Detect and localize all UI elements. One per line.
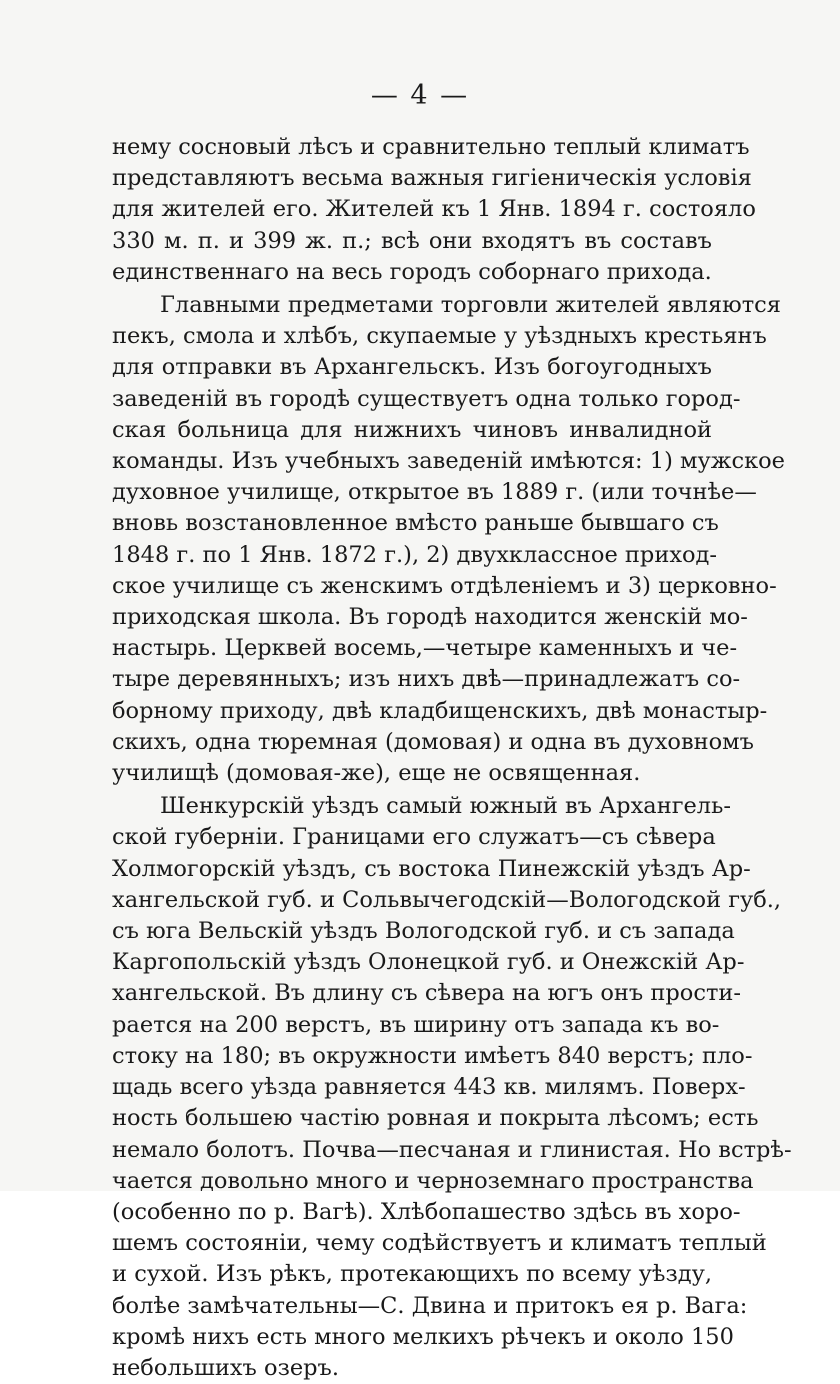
text-line: представляютъ весьма важныя гигіеническія условія (112, 165, 752, 192)
text-line: единственнаго на весь городъ соборнаго прихода. (112, 258, 712, 285)
text-line: для жителей его. Жителей къ 1 Янв. 1894 г. состояло (112, 196, 756, 223)
text-line: настырь. Церквей восемь,—четыре каменныхъ и че- (112, 635, 738, 662)
text-line: заведеній въ городѣ существуетъ одна только город- (112, 385, 741, 412)
text-line: скихъ, одна тюремная (домовая) и одна въ духовномъ (112, 728, 754, 755)
text-line: 330 м. п. и 399 ж. п.; всѣ они входятъ въ составъ (112, 227, 712, 254)
text-line: Каргопольскій уѣздъ Олонецкой губ. и Онежскій Ар- (112, 949, 745, 976)
paragraph-3 (112, 791, 792, 1384)
body-text (112, 132, 792, 1384)
text-line: хангельской губ. и Сольвычегодскій—Вологодской губ., (112, 886, 782, 913)
text-line: борному приходу, двѣ кладбищенскихъ, двѣ монастыр- (112, 697, 768, 724)
text-line: 1848 г. по 1 Янв. 1872 г.), 2) двухклассное приход- (112, 541, 718, 568)
text-line: рается на 200 верстъ, въ ширину отъ запада къ во- (112, 1011, 720, 1038)
paragraph-2 (112, 290, 786, 789)
text-line: небольшихъ озеръ. (112, 1354, 340, 1381)
text-line: приходская школа. Въ городѣ находится женскій мо- (112, 604, 748, 631)
text-line: щадь всего уѣзда равняется 443 кв. милямъ. Поверх- (112, 1074, 746, 1101)
text-line: для отправки въ Архангельскъ. Изъ богоугодныхъ (112, 354, 712, 381)
text-line: ское училище съ женскимъ отдѣленіемъ и 3) церковно- (112, 572, 777, 599)
text-line: пекъ, смола и хлѣбъ, скупаемые у уѣздныхъ крестьянъ (112, 323, 767, 350)
text-line: ская больница для нижнихъ чиновъ инвалидной (112, 416, 712, 443)
page-number: — 4 — (370, 80, 470, 111)
text-line: хангельской. Въ длину съ сѣвера на югъ онъ прости- (112, 980, 741, 1007)
text-line: Шенкурскій уѣздъ самый южный въ Архангель- (160, 793, 731, 820)
text-line: нему сосновый лѣсъ и сравнительно теплый климатъ (112, 134, 750, 160)
text-line: (особенно по р. Вагѣ). Хлѣбопашество здѣсь въ хоро- (112, 1198, 741, 1225)
text-line: стоку на 180; въ окружности имѣетъ 840 верстъ; пло- (112, 1042, 753, 1069)
text-line: болѣе замѣчательны—С. Двина и притокъ ея р. Вага: (112, 1292, 748, 1319)
text-line: кромѣ нихъ есть много мелкихъ рѣчекъ и около 150 (112, 1323, 734, 1350)
text-line: немало болотъ. Почва—песчаная и глинистая. Но встрѣ- (112, 1136, 792, 1163)
paragraph-1 (112, 132, 756, 288)
text-line: съ юга Вельскій уѣздъ Вологодской губ. и съ запада (112, 918, 735, 945)
text-line: команды. Изъ учебныхъ заведеній имѣются: 1) мужское (112, 448, 786, 475)
text-line: ность большею частію ровная и покрыта лѣсомъ; есть (112, 1105, 759, 1132)
text-line: шемъ состояніи, чему содѣйствуетъ и климатъ теплый (112, 1230, 767, 1257)
text-line: Главными предметами торговли жителей являются (160, 292, 781, 319)
text-line: и сухой. Изъ рѣкъ, протекающихъ по всему уѣзду, (112, 1261, 712, 1288)
text-line: духовное училище, открытое въ 1889 г. (или точнѣе— (112, 479, 757, 506)
text-line: чается довольно много и черноземнаго пространства (112, 1167, 754, 1194)
text-line: тыре деревянныхъ; изъ нихъ двѣ—принадлежатъ со- (112, 666, 741, 693)
text-line: училищѣ (домовая-же), еще не освященная. (112, 760, 641, 787)
text-line: Холмогорскій уѣздъ, съ востока Пинежскій уѣздъ Ар- (112, 855, 751, 882)
text-line: ской губерніи. Границами его служатъ—съ сѣвера (112, 824, 716, 851)
text-line: вновь возстановленное вмѣсто раньше бывшаго съ (112, 510, 719, 537)
